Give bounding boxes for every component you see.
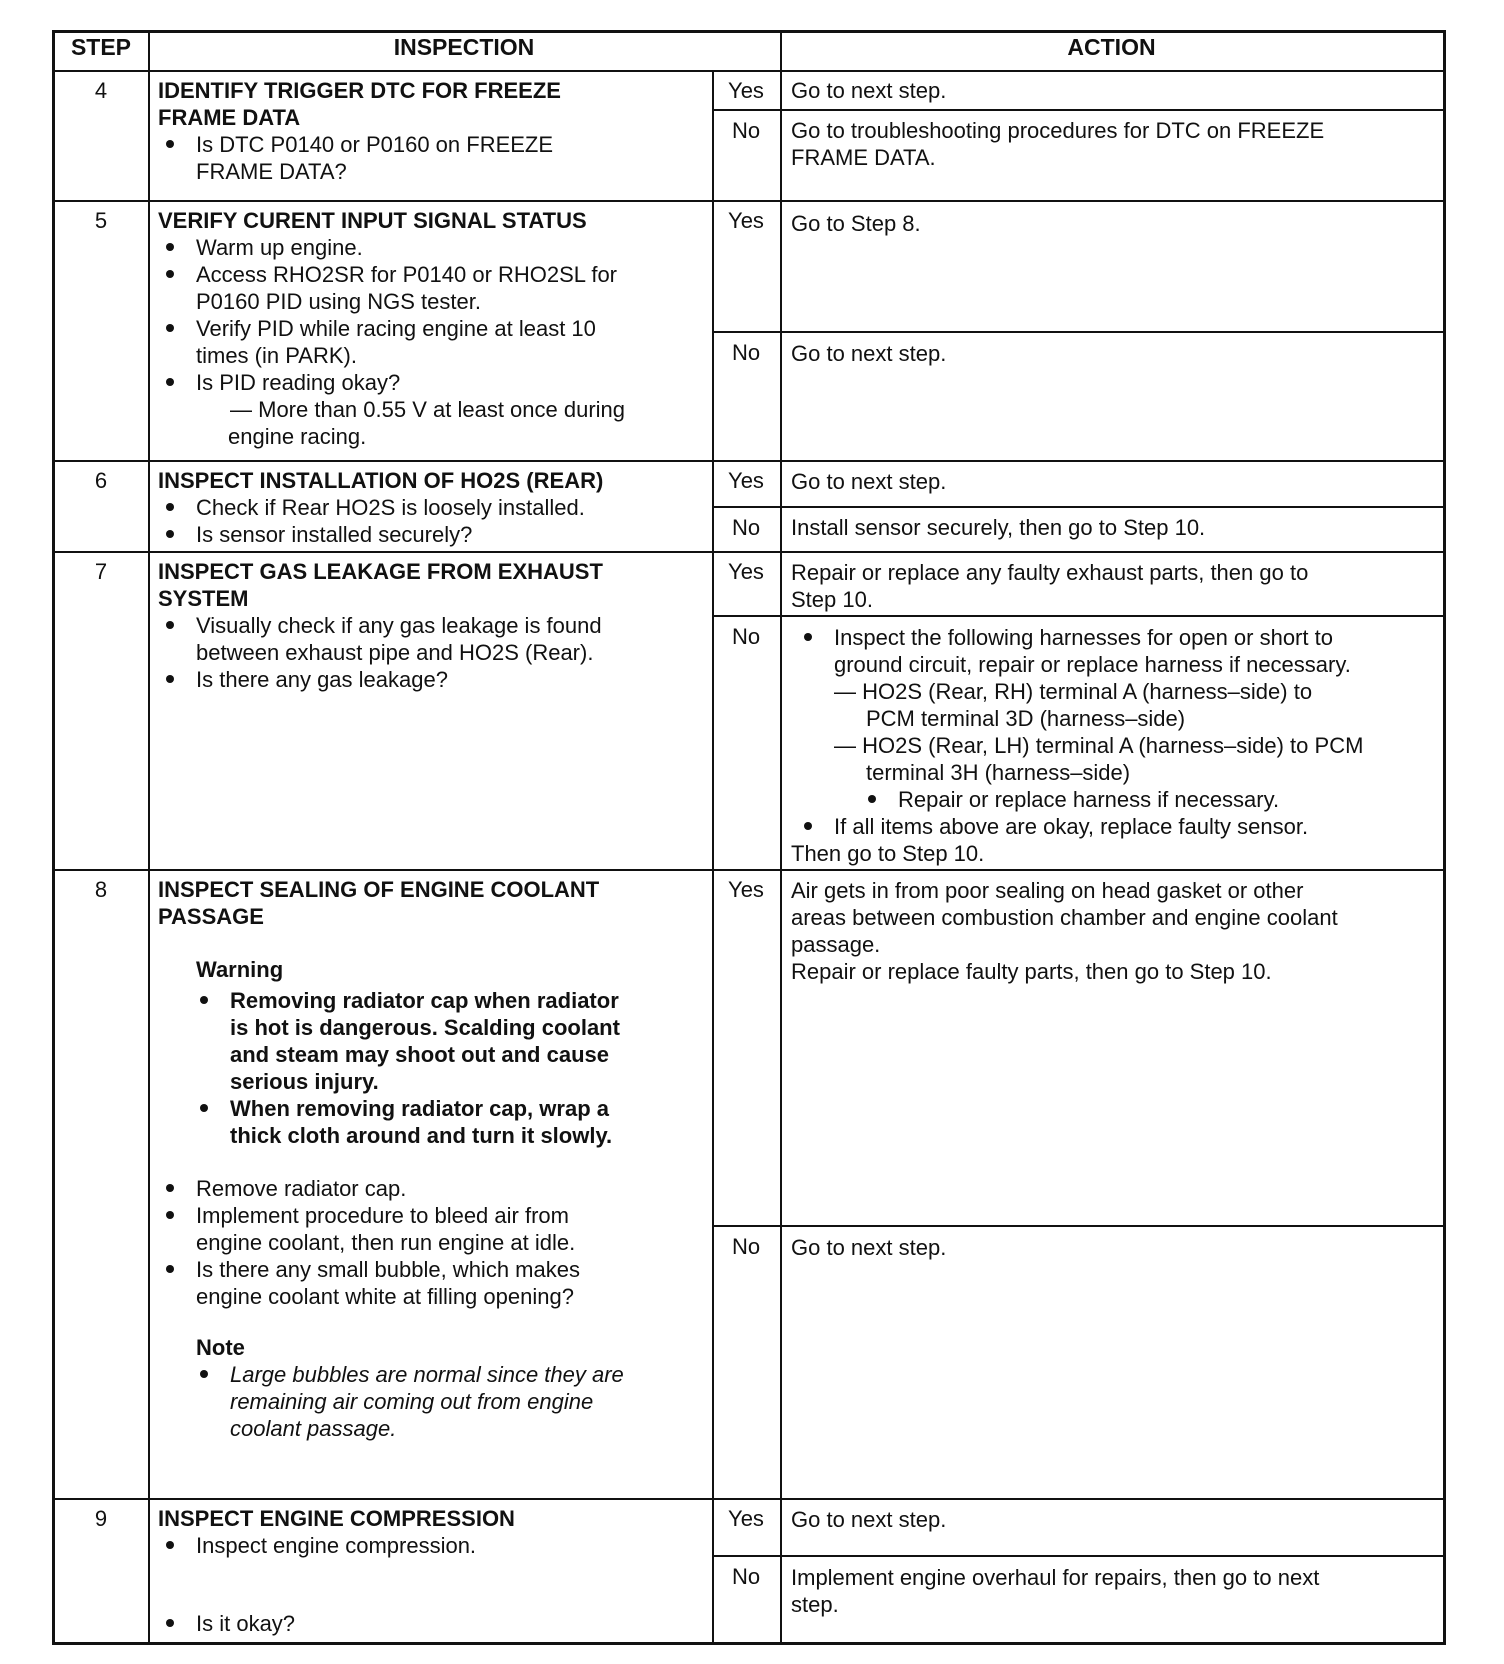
bullet-item: engine coolant, then run engine at idle.	[196, 1230, 576, 1255]
warning-item: serious injury.	[230, 1069, 379, 1094]
warning-item: is hot is dangerous. Scalding coolant	[230, 1015, 620, 1040]
bullet-item: Implement procedure to bleed air from	[196, 1203, 569, 1228]
bullet-icon	[166, 530, 174, 538]
bullet-item: Access RHO2SR for P0140 or RHO2SL for	[196, 262, 618, 287]
header-step: STEP	[70, 34, 132, 60]
yes-action: Repair or replace faulty parts, then go to Step 10.	[791, 959, 1272, 984]
yes-action: Go to next step.	[791, 78, 947, 103]
yes-action: Go to Step 8.	[791, 211, 921, 236]
step-title: FRAME DATA	[158, 105, 301, 130]
warning-label: Warning	[196, 957, 284, 982]
bullet-icon	[166, 378, 174, 386]
bullet-item: times (in PARK).	[196, 343, 357, 368]
yes-action: Air gets in from poor sealing on head gasket or other	[791, 878, 1304, 903]
bullet-item: Is there any small bubble, which makes	[196, 1257, 580, 1282]
yes-no-divider	[712, 331, 1443, 333]
yes-action: passage.	[791, 932, 881, 957]
yes-action: Repair or replace any faulty exhaust parts, then go to	[791, 560, 1309, 585]
no-action: step.	[791, 1592, 839, 1617]
step-number: 4	[94, 78, 108, 103]
dash-item: — More than 0.55 V at least once during	[230, 397, 626, 422]
no-action: — HO2S (Rear, RH) terminal A (harness–side) to	[834, 679, 1313, 704]
note-label: Note	[196, 1335, 245, 1360]
result-column-divider	[712, 72, 714, 1642]
no-label: No	[731, 515, 761, 540]
bullet-icon	[166, 270, 174, 278]
yes-no-divider	[712, 1555, 1443, 1557]
row-divider	[55, 869, 1443, 871]
bullet-item: FRAME DATA?	[196, 159, 347, 184]
yes-action: Go to next step.	[791, 469, 947, 494]
no-action: Inspect the following harnesses for open or short to	[834, 625, 1333, 650]
bullet-icon	[166, 621, 174, 629]
bullet-item: Warm up engine.	[196, 235, 363, 260]
bullet-icon	[166, 140, 174, 148]
step-number: 8	[94, 877, 108, 902]
no-action: Then go to Step 10.	[791, 841, 985, 866]
bullet-icon	[804, 822, 812, 830]
no-action: Go to troubleshooting procedures for DTC on FREEZE	[791, 118, 1325, 143]
bullet-item: Is it okay?	[196, 1611, 296, 1636]
yes-label: Yes	[728, 1506, 764, 1531]
bullet-item: Inspect engine compression.	[196, 1533, 477, 1558]
step-title: PASSAGE	[158, 904, 264, 929]
note-item: Large bubbles are normal since they are	[230, 1362, 624, 1387]
yes-no-divider	[712, 506, 1443, 508]
bullet-icon	[166, 1211, 174, 1219]
yes-no-divider	[712, 109, 1443, 111]
row-divider	[55, 460, 1443, 462]
bullet-icon	[166, 324, 174, 332]
bullet-item: Is sensor installed securely?	[196, 522, 473, 547]
row-divider	[55, 1498, 1443, 1500]
bullet-icon	[166, 1265, 174, 1273]
step-column-divider	[148, 33, 150, 1642]
yes-action: Go to next step.	[791, 1507, 947, 1532]
row-divider	[55, 551, 1443, 553]
bullet-icon	[166, 1619, 174, 1627]
bullet-item: P0160 PID using NGS tester.	[196, 289, 481, 314]
dash-item: engine racing.	[228, 424, 367, 449]
no-label: No	[731, 1234, 761, 1259]
no-action: Install sensor securely, then go to Step 10.	[791, 515, 1206, 540]
step-title: INSPECT INSTALLATION OF HO2S (REAR)	[158, 468, 604, 493]
action-column-divider	[780, 33, 782, 1642]
bullet-item: Is DTC P0140 or P0160 on FREEZE	[196, 132, 554, 157]
yes-label: Yes	[728, 877, 764, 902]
yes-label: Yes	[728, 208, 764, 233]
bullet-icon	[166, 503, 174, 511]
note-item: coolant passage.	[230, 1416, 397, 1441]
header-action: ACTION	[1067, 34, 1156, 60]
step-number: 7	[94, 559, 108, 584]
yes-action: areas between combustion chamber and engine coolant	[791, 905, 1338, 930]
bullet-icon	[200, 1370, 208, 1378]
warning-item: When removing radiator cap, wrap a	[230, 1096, 609, 1121]
step-title: IDENTIFY TRIGGER DTC FOR FREEZE	[158, 78, 561, 103]
no-action: — HO2S (Rear, LH) terminal A (harness–side) to PCM	[834, 733, 1364, 758]
no-label: No	[731, 340, 761, 365]
no-action: FRAME DATA.	[791, 145, 936, 170]
step-number: 6	[94, 468, 108, 493]
bullet-item: Remove radiator cap.	[196, 1176, 407, 1201]
header-inspection: INSPECTION	[393, 34, 535, 60]
yes-label: Yes	[728, 468, 764, 493]
yes-label: Yes	[728, 78, 764, 103]
bullet-icon	[166, 1184, 174, 1192]
bullet-item: Verify PID while racing engine at least 10	[196, 316, 596, 341]
bullet-item: engine coolant white at filling opening?	[196, 1284, 574, 1309]
no-action: If all items above are okay, replace faulty sensor.	[834, 814, 1309, 839]
bullet-icon	[166, 1541, 174, 1549]
bullet-icon	[200, 996, 208, 1004]
note-item: remaining air coming out from engine	[230, 1389, 594, 1414]
header-divider	[55, 70, 1443, 72]
bullet-icon	[200, 1104, 208, 1112]
yes-label: Yes	[728, 559, 764, 584]
step-title: SYSTEM	[158, 586, 249, 611]
yes-no-divider	[712, 1225, 1443, 1227]
no-action: Implement engine overhaul for repairs, then go to next	[791, 1565, 1320, 1590]
step-title: INSPECT GAS LEAKAGE FROM EXHAUST	[158, 559, 603, 584]
no-action: Go to next step.	[791, 1235, 947, 1260]
bullet-icon	[804, 633, 812, 641]
bullet-icon	[868, 795, 876, 803]
no-action: PCM terminal 3D (harness–side)	[866, 706, 1186, 731]
bullet-item: between exhaust pipe and HO2S (Rear).	[196, 640, 594, 665]
step-title: VERIFY CURENT INPUT SIGNAL STATUS	[158, 208, 587, 233]
step-title: INSPECT SEALING OF ENGINE COOLANT	[158, 877, 600, 902]
bullet-item: Check if Rear HO2S is loosely installed.	[196, 495, 585, 520]
no-label: No	[731, 624, 761, 649]
warning-item: and steam may shoot out and cause	[230, 1042, 609, 1067]
no-action: Go to next step.	[791, 341, 947, 366]
yes-no-divider	[712, 615, 1443, 617]
bullet-item: Is there any gas leakage?	[196, 667, 448, 692]
no-action: ground circuit, repair or replace harness if necessary.	[834, 652, 1351, 677]
bullet-icon	[166, 675, 174, 683]
bullet-item: Visually check if any gas leakage is found	[196, 613, 602, 638]
step-number: 9	[94, 1506, 108, 1531]
warning-item: thick cloth around and turn it slowly.	[230, 1123, 613, 1148]
yes-action: Step 10.	[791, 587, 873, 612]
bullet-icon	[166, 243, 174, 251]
warning-item: Removing radiator cap when radiator	[230, 988, 619, 1013]
no-action: terminal 3H (harness–side)	[866, 760, 1131, 785]
no-label: No	[731, 1564, 761, 1589]
row-divider	[55, 200, 1443, 202]
no-action: Repair or replace harness if necessary.	[898, 787, 1280, 812]
bullet-item: Is PID reading okay?	[196, 370, 401, 395]
step-number: 5	[94, 208, 108, 233]
inspection-table	[52, 30, 1446, 1645]
no-label: No	[731, 118, 761, 143]
step-title: INSPECT ENGINE COMPRESSION	[158, 1506, 515, 1531]
